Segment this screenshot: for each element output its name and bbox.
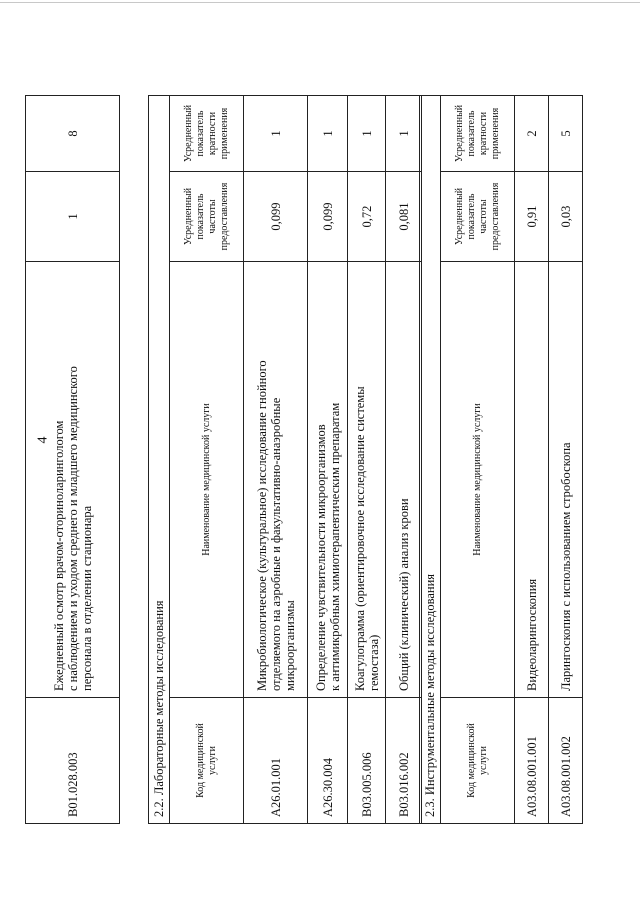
table-header-row	[441, 96, 515, 824]
section-title: 2.2. Лабораторные методы исследования	[149, 96, 170, 824]
table-header-row	[170, 96, 244, 824]
service-code: B03.016.002	[386, 698, 422, 824]
header-frequency: Усредненный показатель частоты предоставления	[441, 172, 515, 262]
frequency-value: 0,081	[386, 172, 422, 262]
multiplicity-value: 1	[348, 96, 386, 172]
service-code: A03.08.001.001	[515, 698, 549, 824]
service-code: A03.08.001.002	[549, 698, 583, 824]
service-name: Коагулограмма (ориентировочное исследование системы гемостаза)	[348, 262, 386, 698]
frequency-value: 0,91	[515, 172, 549, 262]
section-title-row	[420, 96, 441, 824]
multiplicity-value: 1	[386, 96, 422, 172]
page-number: 4	[35, 436, 51, 444]
table-row	[549, 96, 583, 824]
header-code: Код медицинской услуги	[170, 698, 244, 824]
table-row	[386, 96, 422, 824]
service-name: Общий (клинический) анализ крови	[386, 262, 422, 698]
frequency-value: 0,099	[244, 172, 308, 262]
header-multiplicity: Усредненный показатель кратности применения	[441, 96, 515, 172]
instrumental-methods-table	[419, 95, 583, 824]
multiplicity-value: 8	[26, 96, 120, 172]
table-row	[26, 96, 120, 824]
frequency-value: 0,099	[308, 172, 348, 262]
header-name: Наименование медицинской услуги	[441, 262, 515, 698]
service-code: B03.005.006	[348, 698, 386, 824]
section-title-row	[149, 96, 170, 824]
multiplicity-value: 2	[515, 96, 549, 172]
frequency-value: 1	[26, 172, 120, 262]
table-row	[244, 96, 308, 824]
service-name: Ежедневный осмотр врачом-оториноларингологом с наблюдением и уходом среднего и младшего медицинского персонала в отделении стационара	[26, 262, 120, 698]
header-code: Код медицинской услуги	[441, 698, 515, 824]
service-name: Ларингоскопия с использованием стробоскопа	[549, 262, 583, 698]
frequency-value: 0,72	[348, 172, 386, 262]
laboratory-methods-table	[148, 95, 422, 824]
service-name: Видеоларингоскопия	[515, 262, 549, 698]
header-name: Наименование медицинской услуги	[170, 262, 244, 698]
table-row	[308, 96, 348, 824]
service-name: Микробиологическое (культуральное) исследование гнойного отделяемого на аэробные и факультативно-анаэробные микроорганизмы	[244, 262, 308, 698]
service-code: A26.01.001	[244, 698, 308, 824]
service-code: B01.028.003	[26, 698, 120, 824]
multiplicity-value: 5	[549, 96, 583, 172]
service-name: Определение чувствительности микроорганизмов к антимикробным химиотерапевтическим препаратам	[308, 262, 348, 698]
services-table-continuation	[25, 95, 120, 824]
multiplicity-value: 1	[244, 96, 308, 172]
header-multiplicity: Усредненный показатель кратности применения	[170, 96, 244, 172]
header-frequency: Усредненный показатель частоты предоставления	[170, 172, 244, 262]
service-code: A26.30.004	[308, 698, 348, 824]
table-row	[515, 96, 549, 824]
section-title: 2.3. Инструментальные методы исследования	[420, 96, 441, 824]
table-row	[348, 96, 386, 824]
frequency-value: 0,03	[549, 172, 583, 262]
multiplicity-value: 1	[308, 96, 348, 172]
